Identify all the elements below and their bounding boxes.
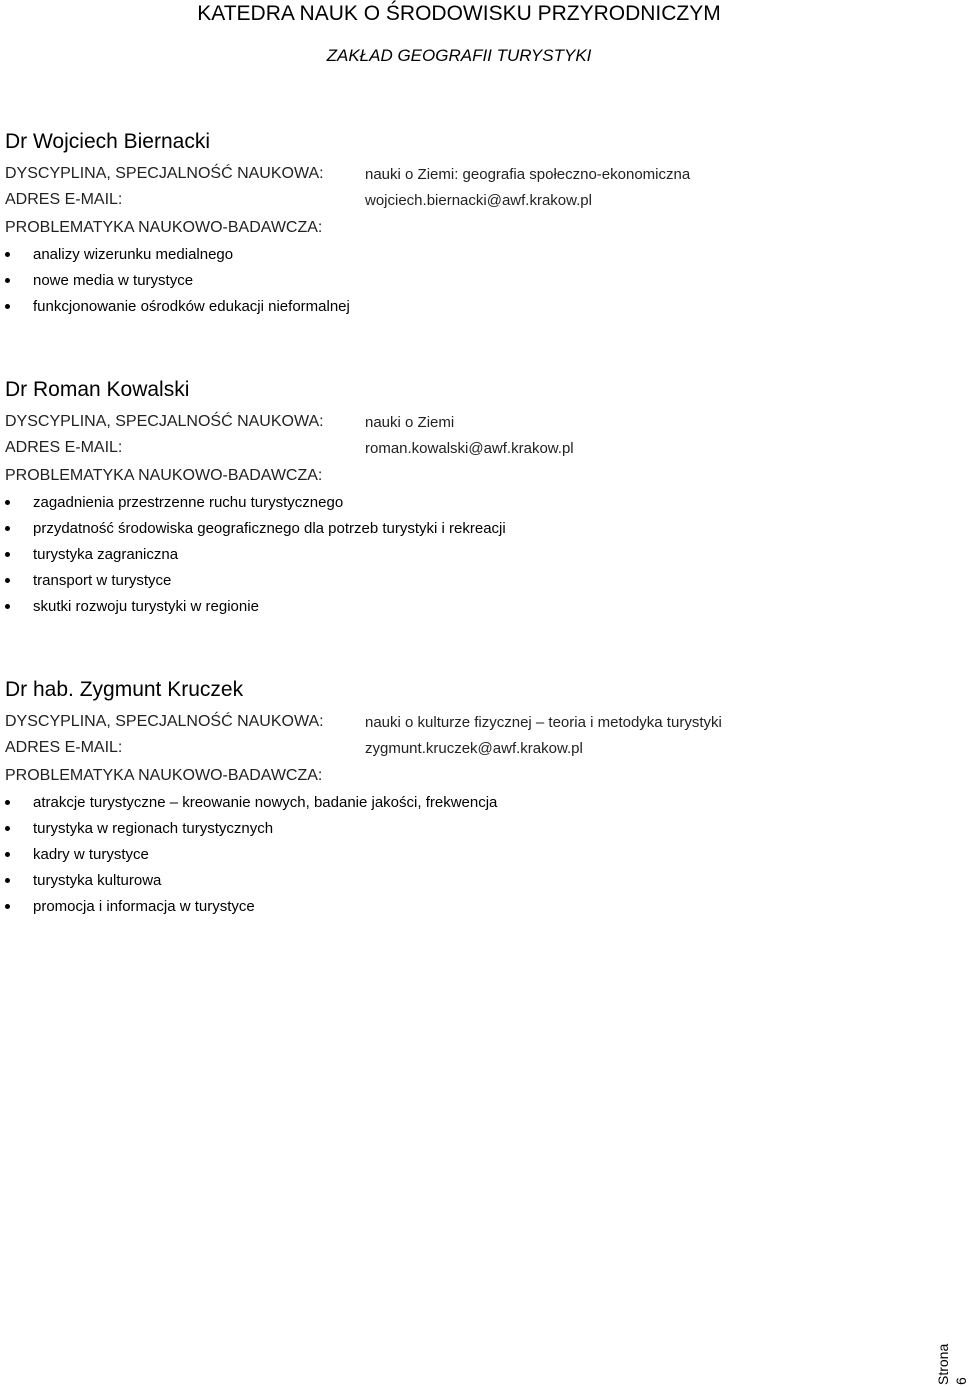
bullet-icon bbox=[5, 304, 10, 309]
list-item bbox=[0, 816, 960, 842]
topic-text: transport w turystyce bbox=[33, 572, 172, 589]
staff-entry-kowalski bbox=[0, 378, 960, 620]
bullet-icon bbox=[5, 252, 10, 257]
list-item bbox=[0, 790, 960, 816]
discipline-row bbox=[0, 410, 960, 434]
topic-text: zagadnienia przestrzenne ruchu turystycznego bbox=[33, 494, 344, 511]
email-value[interactable]: wojciech.biernacki@awf.krakow.pl bbox=[365, 192, 592, 209]
department-title: KATEDRA NAUK O ŚRODOWISKU PRZYRODNICZYM bbox=[197, 2, 721, 25]
list-item bbox=[0, 894, 960, 920]
discipline-row bbox=[0, 162, 960, 186]
topic-text: nowe media w turystyce bbox=[33, 272, 194, 289]
research-label: PROBLEMATYKA NAUKOWO-BADAWCZA: bbox=[5, 467, 323, 484]
bullet-icon bbox=[5, 578, 10, 583]
topic-text: analizy wizerunku medialnego bbox=[33, 246, 234, 263]
bullet-icon bbox=[5, 526, 10, 531]
bullet-icon bbox=[5, 604, 10, 609]
list-item bbox=[0, 542, 960, 568]
topic-text: przydatność środowiska geograficznego dla potrzeb turystyki i rekreacji bbox=[33, 520, 506, 537]
topic-text: turystyka w regionach turystycznych bbox=[33, 820, 274, 837]
bullet-icon bbox=[5, 826, 10, 831]
email-value[interactable]: roman.kowalski@awf.krakow.pl bbox=[365, 440, 574, 457]
research-label: PROBLEMATYKA NAUKOWO-BADAWCZA: bbox=[5, 219, 323, 236]
discipline-value: nauki o Ziemi: geografia społeczno-ekonomiczna bbox=[365, 166, 691, 183]
bullet-icon bbox=[5, 800, 10, 805]
staff-name: Dr Roman Kowalski bbox=[5, 378, 190, 401]
list-item bbox=[0, 594, 960, 620]
topic-text: skutki rozwoju turystyki w regionie bbox=[33, 598, 259, 615]
discipline-value: nauki o Ziemi bbox=[365, 414, 455, 431]
email-value[interactable]: zygmunt.kruczek@awf.krakow.pl bbox=[365, 740, 583, 757]
email-label: ADRES E-MAIL: bbox=[5, 739, 123, 756]
bullet-icon bbox=[5, 904, 10, 909]
topic-text: turystyka kulturowa bbox=[33, 872, 162, 889]
list-item bbox=[0, 842, 960, 868]
email-row bbox=[0, 188, 960, 212]
discipline-label: DYSCYPLINA, SPECJALNOŚĆ NAUKOWA: bbox=[5, 165, 324, 182]
discipline-row bbox=[0, 710, 960, 734]
topic-text: kadry w turystyce bbox=[33, 846, 149, 863]
list-item bbox=[0, 242, 960, 268]
topic-text: atrakcje turystyczne – kreowanie nowych, badanie jakości, frekwencja bbox=[33, 794, 498, 811]
email-row bbox=[0, 736, 960, 760]
topic-text: promocja i informacja w turystyce bbox=[33, 898, 255, 915]
topic-text: turystyka zagraniczna bbox=[33, 546, 179, 563]
bullet-icon bbox=[5, 552, 10, 557]
bullet-icon bbox=[5, 852, 10, 857]
email-row bbox=[0, 436, 960, 460]
research-topics-list bbox=[0, 790, 960, 920]
list-item bbox=[0, 868, 960, 894]
discipline-label: DYSCYPLINA, SPECJALNOŚĆ NAUKOWA: bbox=[5, 713, 324, 730]
email-label: ADRES E-MAIL: bbox=[5, 439, 123, 456]
list-item bbox=[0, 268, 960, 294]
bullet-icon bbox=[5, 278, 10, 283]
topic-text: funkcjonowanie ośrodków edukacji nieformalnej bbox=[33, 298, 350, 315]
staff-name: Dr Wojciech Biernacki bbox=[5, 130, 211, 153]
staff-name: Dr hab. Zygmunt Kruczek bbox=[5, 678, 244, 701]
list-item bbox=[0, 294, 960, 320]
bullet-icon bbox=[5, 878, 10, 883]
research-topics-list bbox=[0, 490, 960, 620]
discipline-value: nauki o kulturze fizycznej – teoria i metodyka turystyki bbox=[365, 714, 722, 731]
list-item bbox=[0, 568, 960, 594]
list-item bbox=[0, 516, 960, 542]
unit-subtitle: ZAKŁAD GEOGRAFII TURYSTYKI bbox=[326, 46, 592, 65]
page-number: Strona 6 bbox=[935, 1343, 969, 1385]
discipline-label: DYSCYPLINA, SPECJALNOŚĆ NAUKOWA: bbox=[5, 413, 324, 430]
bullet-icon bbox=[5, 500, 10, 505]
list-item bbox=[0, 490, 960, 516]
research-topics-list bbox=[0, 242, 960, 320]
staff-entry-kruczek bbox=[0, 678, 960, 920]
research-label: PROBLEMATYKA NAUKOWO-BADAWCZA: bbox=[5, 767, 323, 784]
email-label: ADRES E-MAIL: bbox=[5, 191, 123, 208]
staff-entry-biernacki bbox=[0, 130, 960, 320]
